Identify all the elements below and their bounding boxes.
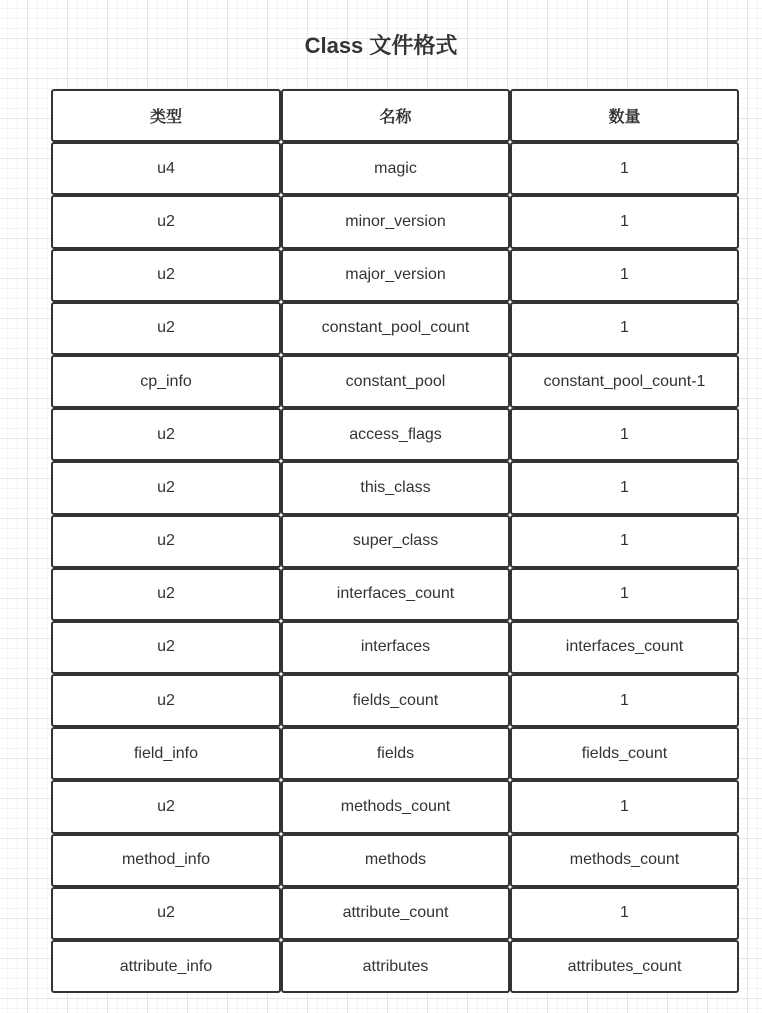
name-cell: fields_count bbox=[281, 674, 510, 727]
type-cell: attribute_info bbox=[51, 940, 281, 993]
name-cell: super_class bbox=[281, 515, 510, 568]
count-cell: 1 bbox=[510, 461, 739, 514]
name-cell: constant_pool_count bbox=[281, 302, 510, 355]
type-cell: u2 bbox=[51, 408, 281, 461]
header-name: 名称 bbox=[281, 89, 510, 142]
count-cell: 1 bbox=[510, 674, 739, 727]
name-cell: this_class bbox=[281, 461, 510, 514]
type-cell: u2 bbox=[51, 780, 281, 833]
type-cell: u2 bbox=[51, 195, 281, 248]
count-cell: 1 bbox=[510, 249, 739, 302]
type-cell: cp_info bbox=[51, 355, 281, 408]
header-count: 数量 bbox=[510, 89, 739, 142]
count-cell: fields_count bbox=[510, 727, 739, 780]
name-cell: interfaces_count bbox=[281, 568, 510, 621]
count-cell: attributes_count bbox=[510, 940, 739, 993]
type-cell: field_info bbox=[51, 727, 281, 780]
name-cell: fields bbox=[281, 727, 510, 780]
count-cell: 1 bbox=[510, 195, 739, 248]
type-cell: u2 bbox=[51, 461, 281, 514]
count-cell: 1 bbox=[510, 142, 739, 195]
type-cell: u2 bbox=[51, 674, 281, 727]
count-cell: constant_pool_count-1 bbox=[510, 355, 739, 408]
name-cell: access_flags bbox=[281, 408, 510, 461]
type-cell: u2 bbox=[51, 249, 281, 302]
name-cell: methods_count bbox=[281, 780, 510, 833]
count-cell: 1 bbox=[510, 780, 739, 833]
count-cell: interfaces_count bbox=[510, 621, 739, 674]
count-cell: methods_count bbox=[510, 834, 739, 887]
type-cell: u2 bbox=[51, 887, 281, 940]
count-cell: 1 bbox=[510, 887, 739, 940]
count-cell: 1 bbox=[510, 568, 739, 621]
class-file-format-table bbox=[51, 89, 739, 993]
type-cell: method_info bbox=[51, 834, 281, 887]
name-cell: magic bbox=[281, 142, 510, 195]
header-type: 类型 bbox=[51, 89, 281, 142]
type-cell: u2 bbox=[51, 515, 281, 568]
type-cell: u2 bbox=[51, 302, 281, 355]
name-cell: constant_pool bbox=[281, 355, 510, 408]
name-cell: major_version bbox=[281, 249, 510, 302]
type-cell: u4 bbox=[51, 142, 281, 195]
name-cell: methods bbox=[281, 834, 510, 887]
count-cell: 1 bbox=[510, 408, 739, 461]
count-cell: 1 bbox=[510, 302, 739, 355]
name-cell: attribute_count bbox=[281, 887, 510, 940]
name-cell: attributes bbox=[281, 940, 510, 993]
type-cell: u2 bbox=[51, 621, 281, 674]
type-cell: u2 bbox=[51, 568, 281, 621]
name-cell: interfaces bbox=[281, 621, 510, 674]
name-cell: minor_version bbox=[281, 195, 510, 248]
count-cell: 1 bbox=[510, 515, 739, 568]
diagram-title: Class 文件格式 bbox=[304, 33, 458, 58]
